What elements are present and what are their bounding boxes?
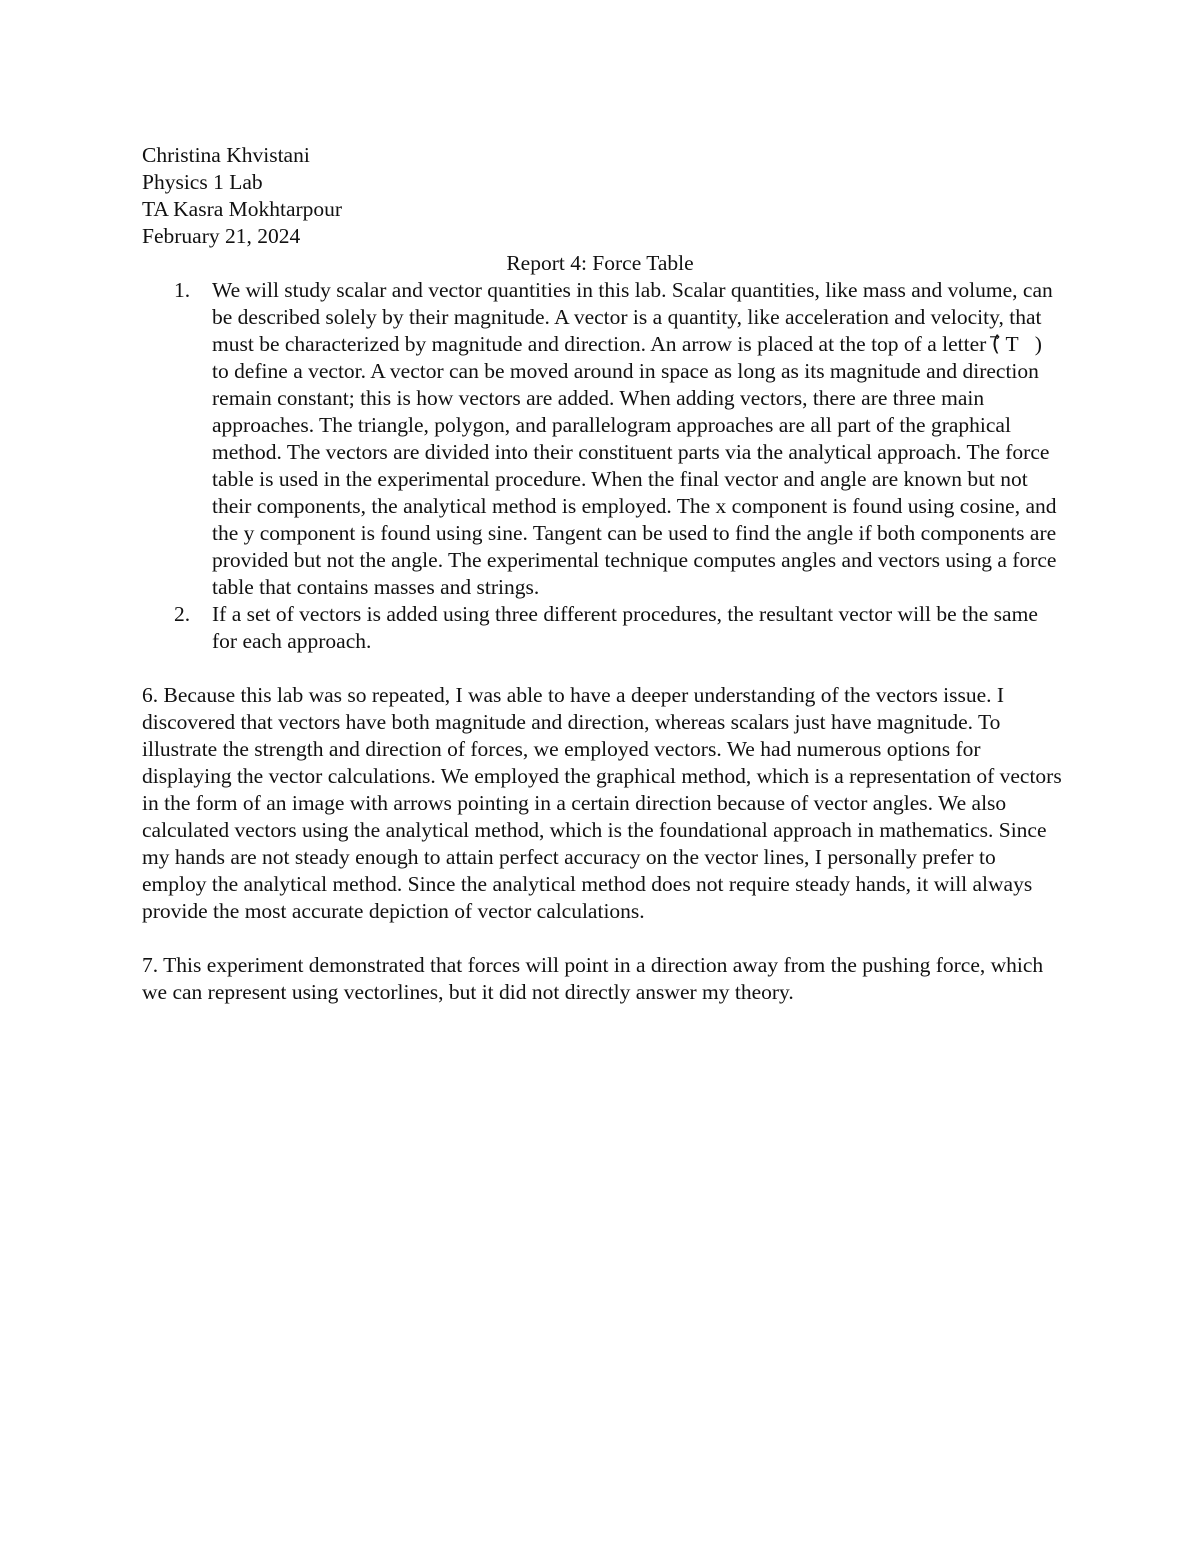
report-date: February 21, 2024 [142, 224, 301, 248]
list-item-text: We will study scalar and vector quantities in this lab. Scalar quantities, like mass and volume, can be described solely by their magnitude. A vector is a quantity, like acceleration and velocity, that must be characterized by magnitude and direction. An arrow is placed at the top of a letter (⃗ T ) to define a vector. A vector can be moved around in space as long as its magnitude and direction remain constant; this is how vectors are added. When adding vectors, there are three main approaches. The triangle, polygon, and parallelogram approaches are all part of the graphical method. The vectors are divided into their constituent parts via the analytical approach. The force table is used in the experimental procedure. When the final vector and angle are known but not their components, the analytical method is employed. The x component is found using cosine, and the y component is found using sine. Tangent can be used to find the angle if both components are provided but not the angle. The experimental technique computes angles and vectors using a force table that contains masses and strings. [212, 278, 1057, 599]
paragraph-spacer [142, 925, 1062, 952]
list-item-number: 2. [174, 602, 191, 626]
report-title: Report 4: Force Table [506, 251, 694, 275]
author-name: Christina Khvistani [142, 143, 310, 167]
answer-paragraph-6: 6. Because this lab was so repeated, I was able to have a deeper understanding of the vectors issue. I discovered that vectors have both magnitude and direction, whereas scalars just have magnitude. To illustrate the strength and direction of forces, we employed vectors. We had numerous options for displaying the vector calculations. We employed the graphical method, which is a representation of vectors in the form of an image with arrows pointing in a certain direction because of vector angles. We also calculated vectors using the analytical method, which is the foundational approach in mathematics. Since my hands are not steady enough to attain perfect accuracy on the vector lines, I personally prefer to employ the analytical method. Since the analytical method does not require steady hands, it will always provide the most accurate depiction of vector calculations. [142, 683, 1062, 923]
list-item [142, 601, 1062, 655]
paragraph-spacer [142, 655, 1062, 682]
ta-name: TA Kasra Mokhtarpour [142, 197, 343, 221]
course-name: Physics 1 Lab [142, 170, 263, 194]
document-body [142, 142, 1062, 1006]
list-item-text: If a set of vectors is added using three different procedures, the resultant vector will be the same for each approach. [212, 602, 1038, 653]
list-item [142, 277, 1062, 601]
answer-paragraph-7: 7. This experiment demonstrated that forces will point in a direction away from the pushing force, which we can represent using vectorlines, but it did not directly answer my theory. [142, 953, 1044, 1004]
list-item-number: 1. [174, 278, 191, 302]
numbered-list [142, 277, 1062, 655]
